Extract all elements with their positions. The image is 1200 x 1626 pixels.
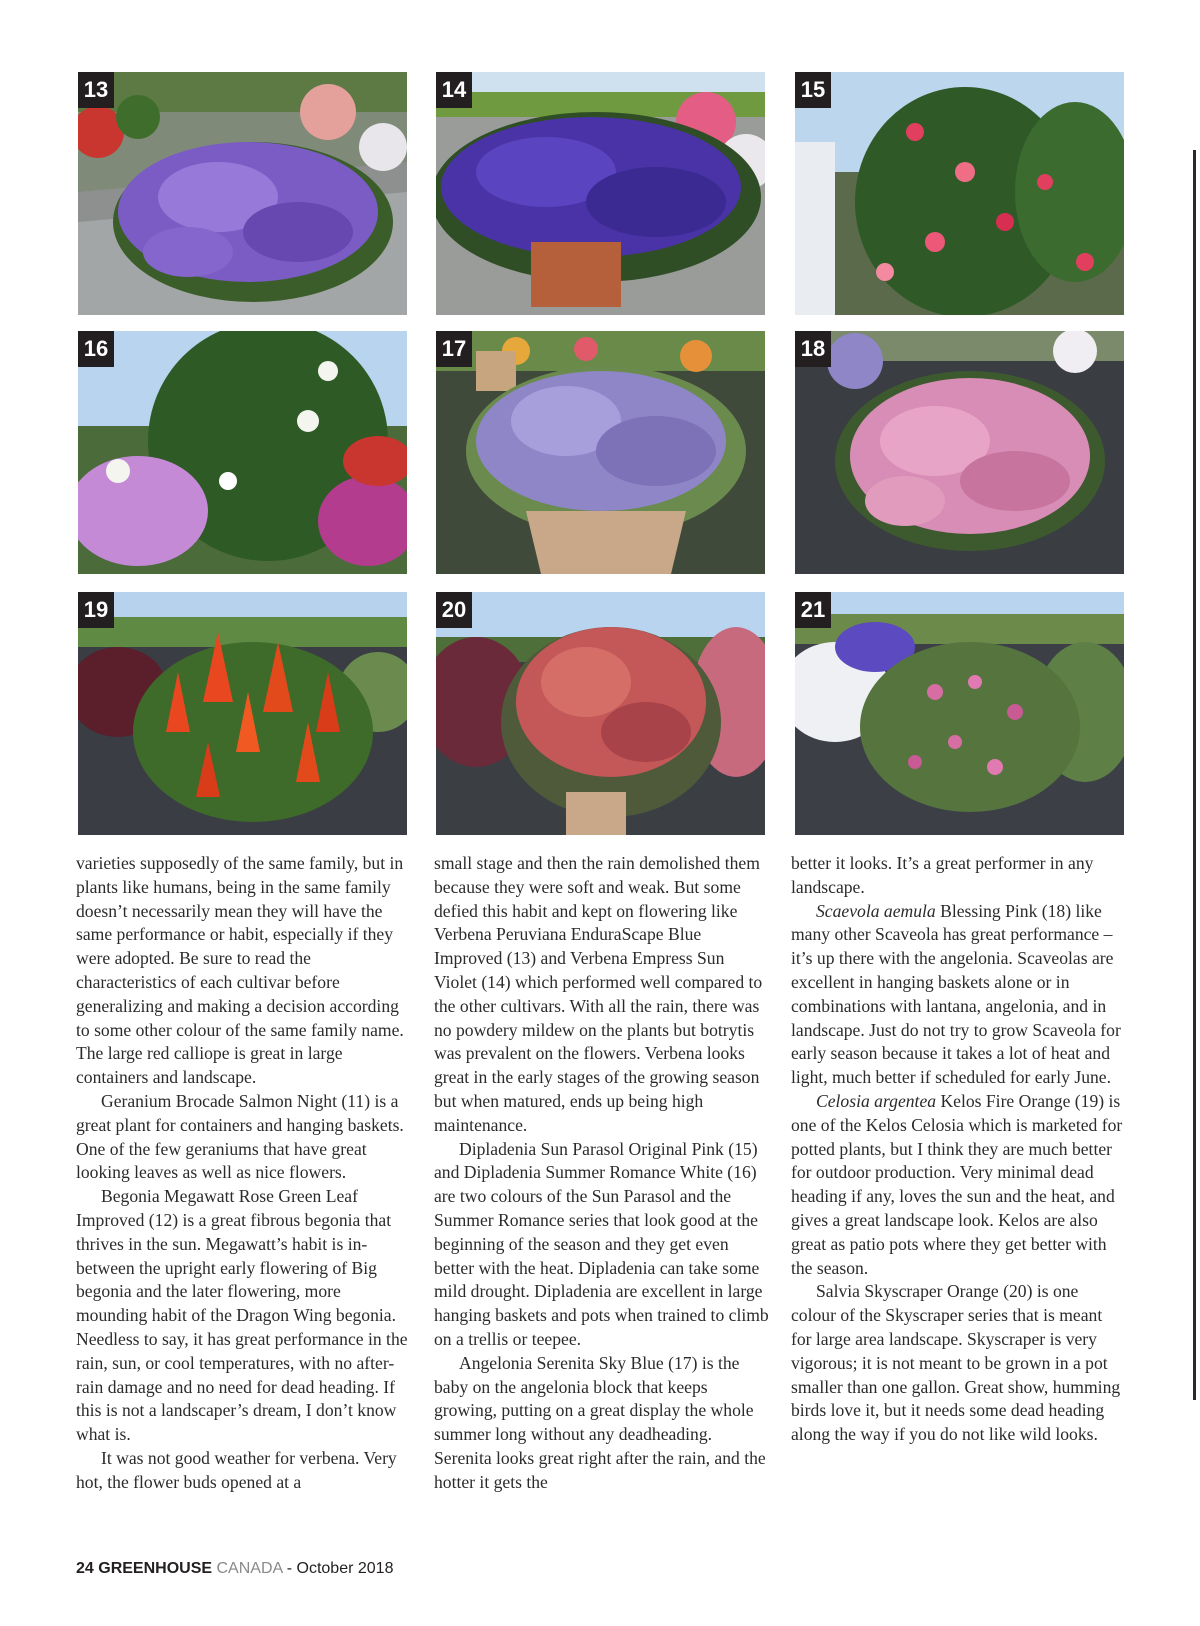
col3-paragraph-1: better it looks. It’s a great performer in any landscape.: [791, 853, 1094, 897]
photo-19-celosia-kelos: [78, 592, 407, 835]
photo-20-image: [436, 592, 765, 835]
article-column-2: [434, 852, 769, 1495]
photo-17-number-badge: 17: [436, 331, 472, 367]
photo-16-number-badge: 16: [78, 331, 114, 367]
photo-13-number-badge: 13: [78, 72, 114, 108]
photo-16-image: [78, 331, 407, 574]
col3-paragraph-2-text: Blessing Pink (18) like many other Scaveola has great performance – it’s up there with the angelonia. Scaveolas are excellent in hanging baskets alone or in combinations with lantana, angelonia, and in landscape. Just do not try to grow Scaveola for early season because it takes a lot of heat and light, much better if scheduled for early June.: [791, 900, 1121, 1088]
col1-paragraph-2: Geranium Brocade Salmon Night (11) is a great plant for containers and hanging baskets. One of the few geraniums that have great looking leaves as well as nice flowers.: [76, 1090, 404, 1183]
col3-paragraph-3-text: Kelos Fire Orange (19) is one of the Kelos Celosia which is marketed for potted plants, but I think they are much better for outdoor production. Very minimal dead heading if any, loves the sun and the heat, and gives a great landscape look. Kelos are also great as patio pots where they get better with the season.: [791, 1090, 1123, 1278]
photo-20-salvia-skyscraper: [436, 592, 765, 835]
photo-14-number-badge: 14: [436, 72, 472, 108]
photo-14-image: [436, 72, 765, 315]
col3-paragraph-4: Salvia Skyscraper Orange (20) is one colour of the Skyscraper series that is meant for large area landscape. Skyscraper is very vigorous; it is not meant to be grown in a pot smaller than one gallon. Great show, humming birds love it, but it needs some dead heading along the way if you do not like wild looks.: [791, 1281, 1121, 1445]
col1-paragraph-4: It was not good weather for verbena. Very hot, the flower buds opened at a: [76, 1447, 397, 1492]
col3-paragraph-3: [791, 1090, 1126, 1280]
magazine-name: GREENHOUSE: [98, 1560, 213, 1577]
col2-paragraph-2: Dipladenia Sun Parasol Original Pink (15) and Dipladenia Summer Romance White (16) are two colours of the Sun Parasol and the Summer Romance series that look good at the beginning of the season and they get even better with the heat. Dipladenia can take some mild drought. Dipladenia are excellent in large hanging baskets and pots when trained to climb on a trellis or teepee.: [434, 1138, 769, 1349]
photo-21-image: [795, 592, 1124, 835]
photo-19-number-badge: 19: [78, 592, 114, 628]
page-number: 24: [76, 1560, 94, 1577]
article-column-1: [76, 852, 411, 1495]
photo-18-image: [795, 331, 1124, 574]
photo-15-dipladenia-pink: [795, 72, 1124, 315]
photo-13-image: [78, 72, 407, 315]
col2-paragraph-3: Angelonia Serenita Sky Blue (17) is the baby on the angelonia block that keeps growing, putting on a great display the whole summer long without any deadheading. Serenita looks great right after the rain, and the hotter it gets the: [434, 1352, 766, 1492]
photo-14-verbena-empress: [436, 72, 765, 315]
photo-19-image: [78, 592, 407, 835]
photo-17-angelonia-serenita: [436, 331, 765, 574]
photo-13-verbena-endurascape: [78, 72, 407, 315]
scaevola-species-name: Scaevola aemula: [816, 900, 936, 921]
photo-18-number-badge: 18: [795, 331, 831, 367]
issue-date: - October 2018: [282, 1560, 394, 1577]
photo-21-number-badge: 21: [795, 592, 831, 628]
photo-15-number-badge: 15: [795, 72, 831, 108]
col2-paragraph-1: small stage and then the rain demolished them because they were soft and weak. But some defied this habit and kept on flowering like Verbena Peruviana EnduraScape Blue Improved (13) and Verbena Empress Sun Violet (14) which performed well compared to the other cultivars. With all the rain, there was no powdery mildew on the plants but botrytis was prevalent on the flowers. Verbena looks great in the early stages of the growing season but when matured, ends up being high maintenance.: [434, 853, 763, 1135]
photo-17-image: [436, 331, 765, 574]
col3-paragraph-2: [791, 900, 1126, 1090]
photo-16-dipladenia-white: [78, 331, 407, 574]
col1-paragraph-1: varieties supposedly of the same family, but in plants like humans, being in the same family doesn’t necessarily mean they will have the same performance or habit, especially if they were adopted. Be sure to read the characteristics of each cultivar before generalizing and making a decision according to some other colour of the same family name. The large red calliope is great in large containers and landscape.: [76, 853, 404, 1088]
photo-18-scaevola-blessing-pink: [795, 331, 1124, 574]
page-edge-rule: [1193, 150, 1196, 1400]
celosia-species-name: Celosia argentea: [816, 1090, 937, 1111]
page-footer: [76, 1560, 393, 1578]
magazine-region: CANADA: [216, 1560, 283, 1577]
photo-20-number-badge: 20: [436, 592, 472, 628]
photo-15-image: [795, 72, 1124, 315]
col1-paragraph-3: Begonia Megawatt Rose Green Leaf Improved (12) is a great fibrous begonia that thrives in the sun. Megawatt’s habit is in-between the upright early flowering of Big begonia and the later flowering, more mounding habit of the Dragon Wing begonia. Needless to say, it has great performance in the rain, sun, or cool temperatures, with no after-rain damage and no need for dead heading. If this is not a landscaper’s dream, I don’t know what is.: [76, 1186, 408, 1445]
article-column-3: [791, 852, 1126, 1447]
photo-21-mixed-basket: [795, 592, 1124, 835]
